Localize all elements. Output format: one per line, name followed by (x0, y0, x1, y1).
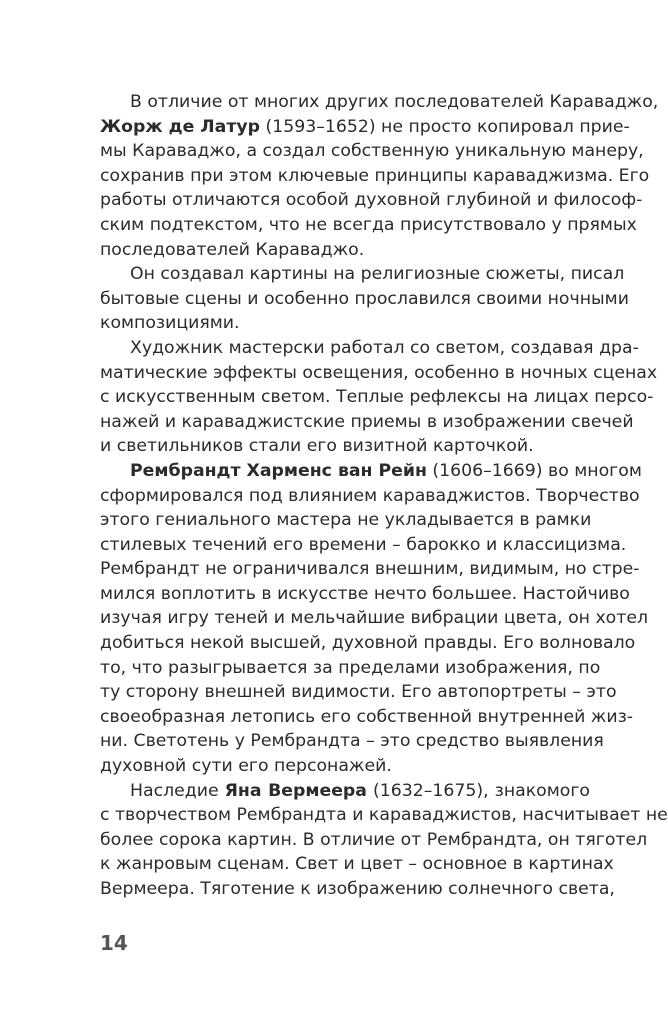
text-line: матические эффекты освещения, особенно в ночных сценах (100, 362, 658, 383)
text-line: Рембрандт не ограничивался внешним, видимым, но стре- (100, 559, 640, 580)
text-line: сформировался под влиянием караваджистов. Творчество (100, 485, 640, 506)
text-line: ским подтекстом, что не всегда присутствовало у прямых (100, 214, 637, 235)
text-line: к жанровым сценам. Свет и цвет – основное в картинах (100, 854, 614, 875)
artist-name: Рембрандт Харменс ван Рейн (130, 460, 427, 481)
text-line: Жорж де Латур (1593–1652) не просто копировал прие- (100, 116, 630, 137)
text-line: нажей и караваджистские приемы в изображении свечей (100, 411, 634, 432)
text-line: Наследие Яна Вермеера (1632–1675), знакомого (130, 780, 590, 801)
text-line: и светильников стали его визитной карточкой. (100, 436, 534, 457)
text-line: Художник мастерски работал со светом, создавая дра- (130, 337, 639, 358)
artist-name: Жорж де Латур (100, 116, 260, 137)
text-line: с искусственным светом. Теплые рефлексы на лицах персо- (100, 387, 654, 408)
paragraph (100, 90, 659, 262)
text-line: стилевых течений его времени – барокко и классицизма. (100, 534, 627, 555)
text-line: духовной сути его персонажей. (100, 756, 392, 777)
text-line: добиться некой высшей, духовной правды. Его волновало (100, 633, 636, 654)
text-line: мился воплотить в искусстве нечто большее. Настойчиво (100, 583, 630, 604)
text-line: ту сторону внешней видимости. Его автопортреты – это (100, 682, 617, 703)
text-line: работы отличаются особой духовной глубиной и философ- (100, 190, 643, 211)
text-line: бытовые сцены и особенно прославился своими ночными (100, 288, 629, 309)
text-line: более сорока картин. В отличие от Рембрандта, он тяготел (100, 829, 648, 850)
text-line: Вермеера. Тяготение к изображению солнечного света, (100, 879, 615, 899)
text-line: Рембрандт Харменс ван Рейн (1606–1669) во многом (130, 460, 642, 481)
page-number: 14 (100, 931, 128, 955)
text-line: этого гениального мастера не укладывается в рамки (100, 510, 592, 531)
text-line: изучая игру теней и мельчайшие вибрации цвета, он хотел (100, 608, 648, 629)
paragraph (100, 459, 648, 779)
text-line: своеобразная летопись его собственной внутренней жиз- (100, 706, 634, 727)
artist-name: Яна Вермеера (224, 780, 367, 801)
text-line: с творчеством Рембрандта и караваджистов, насчитывает не (100, 805, 668, 826)
paragraph (100, 262, 629, 336)
paragraph (100, 779, 668, 902)
text-line: ни. Светотень у Рембрандта – это средство выявления (100, 731, 604, 752)
text-line: последователей Караваджо. (100, 239, 365, 260)
text-line: Он создавал картины на религиозные сюжеты, писал (130, 264, 625, 285)
text-line: В отличие от многих других последователей Караваджо, (130, 92, 659, 112)
text-line: то, что разыгрывается за пределами изображения, по (100, 657, 601, 678)
text-line: композициями. (100, 313, 240, 334)
text-line: сохранив при этом ключевые принципы караваджизма. Его (100, 165, 650, 186)
paragraph (100, 336, 658, 459)
page-body (100, 90, 668, 902)
text-line: мы Караваджо, а создал собственную уникальную манеру, (100, 141, 644, 162)
